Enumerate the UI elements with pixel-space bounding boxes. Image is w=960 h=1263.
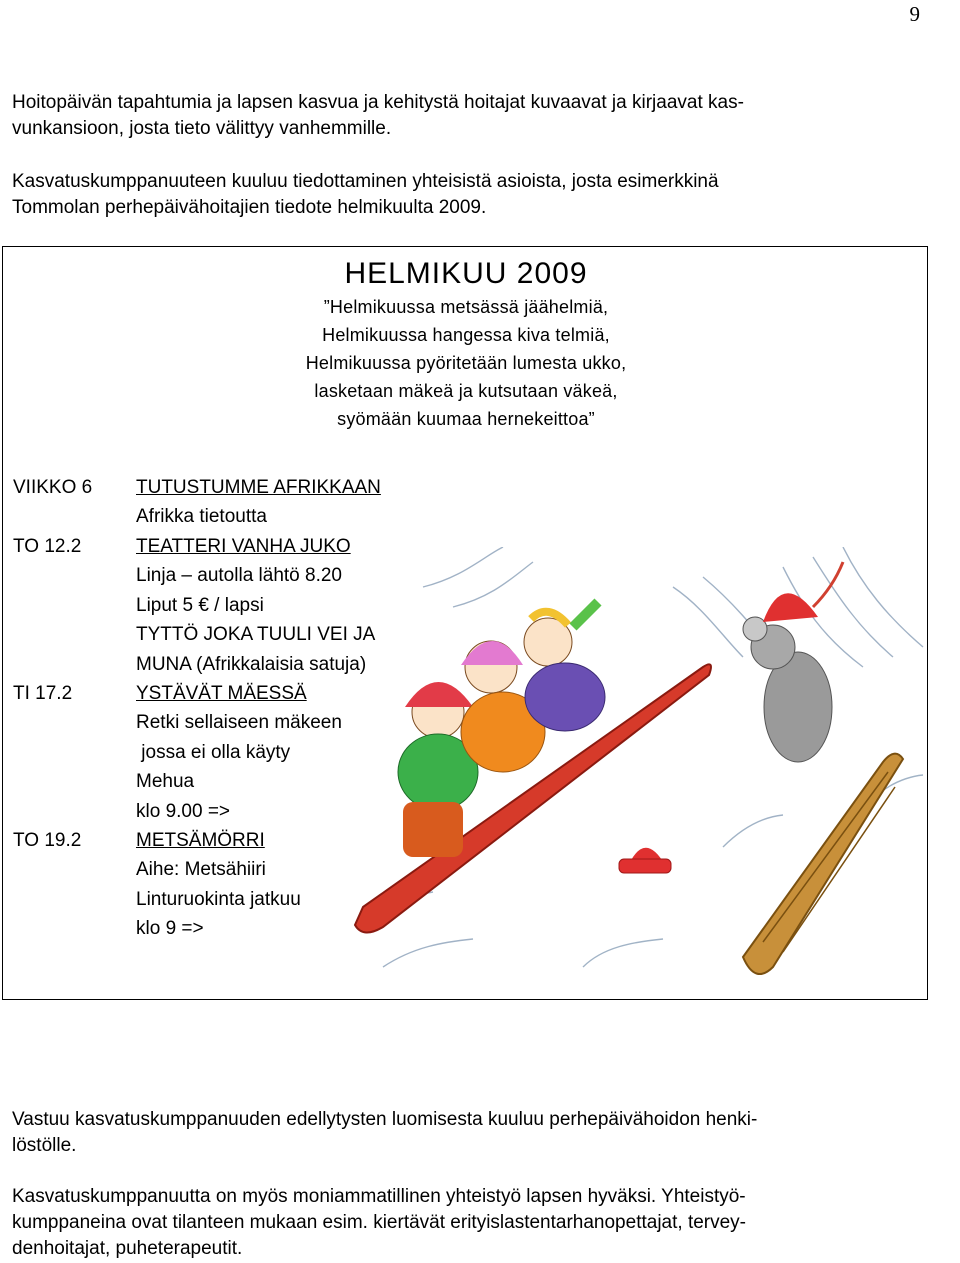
outro-line: kumppaneina ovat tilanteen mukaan esim. kiertävät erityislastentarhanopettajat, tervey- bbox=[12, 1212, 747, 1233]
poem-line: lasketaan mäkeä ja kutsutaan väkeä, bbox=[314, 381, 618, 401]
poem-line: Helmikuussa hangessa kiva telmiä, bbox=[322, 325, 610, 345]
schedule-event bbox=[136, 679, 342, 826]
intro-line: Kasvatuskumppanuuteen kuuluu tiedottaminen yhteisistä asioista, josta esimerkkinä bbox=[12, 171, 719, 192]
event-day: TO 19.2 bbox=[13, 830, 82, 851]
outro-line: Kasvatuskumppanuutta on myös moniammatillinen yhteistyö lapsen hyväksi. Yhteistyö- bbox=[12, 1186, 746, 1207]
event-heading: YSTÄVÄT MÄESSÄ bbox=[136, 683, 307, 704]
newsletter-box bbox=[2, 246, 928, 1000]
outro-line: löstölle. bbox=[12, 1135, 77, 1156]
event-heading: METSÄMÖRRI bbox=[136, 830, 265, 851]
poem-line: ”Helmikuussa metsässä jäähelmiä, bbox=[323, 297, 609, 317]
event-line: Afrikka tietoutta bbox=[136, 506, 267, 528]
event-line: Linja – autolla lähtö 8.20 bbox=[136, 565, 342, 587]
poem-line: syömään kuumaa hernekeittoa” bbox=[337, 409, 595, 429]
event-line: Aihe: Metsähiiri bbox=[136, 859, 266, 881]
event-day: TI 17.2 bbox=[13, 683, 73, 704]
event-line: Mehua bbox=[136, 771, 195, 793]
intro-paragraph-2 bbox=[12, 169, 912, 221]
event-line: TYTTÖ JOKA TUULI VEI JA bbox=[136, 624, 376, 646]
intro-line: Tommolan perhepäivähoitajien tiedote helmikuulta 2009. bbox=[12, 197, 487, 218]
intro-paragraph bbox=[12, 90, 912, 142]
poem bbox=[3, 293, 929, 433]
week-label: VIIKKO 6 bbox=[13, 477, 93, 498]
page-number: 9 bbox=[909, 2, 920, 26]
outro-paragraph-2 bbox=[12, 1184, 912, 1262]
outro-line: Vastuu kasvatuskumppanuuden edellytysten luomisesta kuuluu perhepäivähoidon henki- bbox=[12, 1109, 758, 1130]
intro-line: vunkansioon, josta tieto välittyy vanhemmille. bbox=[12, 118, 392, 139]
event-line: Liput 5 € / lapsi bbox=[136, 594, 264, 616]
event-line: klo 9.00 => bbox=[136, 800, 231, 822]
outro-paragraph bbox=[12, 1107, 912, 1159]
event-heading: TUTUSTUMME AFRIKKAAN bbox=[136, 477, 381, 498]
sledding-illustration bbox=[343, 547, 929, 997]
event-heading: TEATTERI VANHA JUKO bbox=[136, 536, 351, 557]
event-day: TO 12.2 bbox=[13, 536, 82, 557]
outro-line: denhoitajat, puheterapeutit. bbox=[12, 1238, 243, 1259]
event-line: jossa ei olla käyty bbox=[136, 741, 291, 763]
poem-line: Helmikuussa pyöritetään lumesta ukko, bbox=[305, 353, 627, 373]
newsletter-title: HELMIKUU 2009 bbox=[344, 257, 588, 290]
event-line: klo 9 => bbox=[136, 918, 204, 940]
schedule-event bbox=[136, 826, 301, 944]
intro-line: Hoitopäivän tapahtumia ja lapsen kasvua ja kehitystä hoitajat kuvaavat ja kirjaavat kas- bbox=[12, 92, 744, 113]
event-line: Linturuokinta jatkuu bbox=[136, 888, 301, 910]
event-line: MUNA (Afrikkalaisia satuja) bbox=[136, 653, 367, 675]
schedule-event bbox=[136, 473, 381, 532]
event-line: Retki sellaiseen mäkeen bbox=[136, 712, 342, 734]
schedule-event bbox=[136, 532, 375, 679]
